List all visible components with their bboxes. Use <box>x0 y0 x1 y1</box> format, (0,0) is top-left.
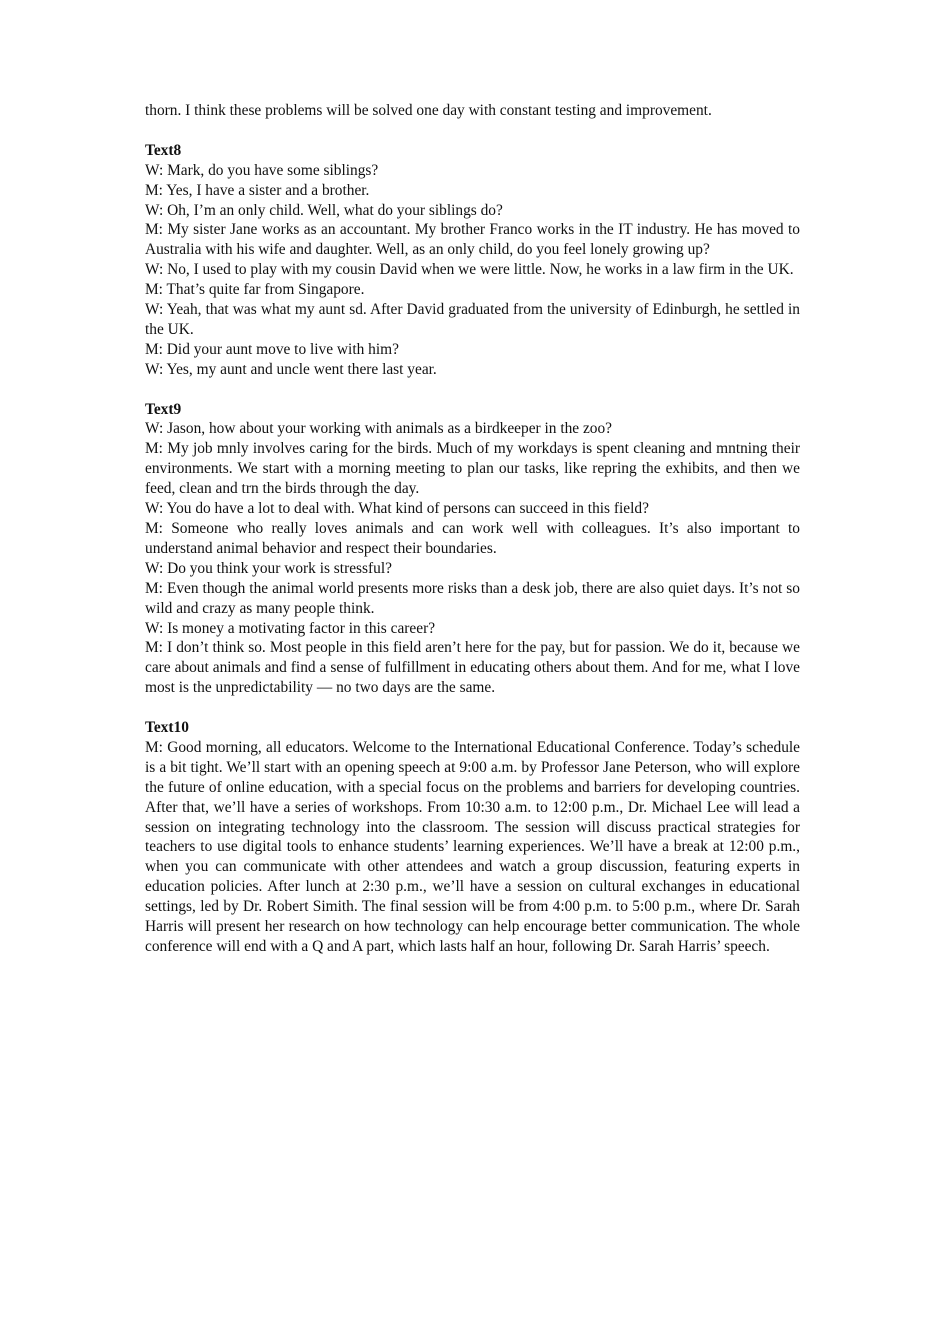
dialogue-line: M: I don’t think so. Most people in this field aren’t here for the pay, but for passion. We do it, because we care about animals and find a sense of fulfillment in educating others about them. And for me, what I love most is the unpredictability — no two days are the same. <box>145 639 800 697</box>
section-spacer <box>145 121 800 141</box>
dialogue-line: M: Someone who really loves animals and can work well with colleagues. It’s also important to understand animal behavior and respect their boundaries. <box>145 520 800 557</box>
document-page <box>145 101 800 957</box>
section-spacer <box>145 698 800 718</box>
dialogue-line: W: Is money a motivating factor in this career? <box>145 619 436 637</box>
text10-heading: Text10 <box>145 719 189 737</box>
dialogue-line: W: Mark, do you have some siblings? <box>145 161 379 179</box>
dialogue-line: M: Yes, I have a sister and a brother. <box>145 181 370 199</box>
dialogue-line: W: Do you think your work is stressful? <box>145 559 392 577</box>
dialogue-line: M: That’s quite far from Singapore. <box>145 281 365 299</box>
dialogue-line: W: You do have a lot to deal with. What kind of persons can succeed in this field? <box>145 500 649 518</box>
dialogue-line: W: No, I used to play with my cousin David when we were little. Now, he works in a law firm in the UK. <box>145 261 794 279</box>
dialogue-line: W: Oh, I’m an only child. Well, what do your siblings do? <box>145 201 503 219</box>
intro-paragraph: thorn. I think these problems will be solved one day with constant testing and improvement. <box>145 102 712 119</box>
text8-section <box>145 141 800 380</box>
text9-heading: Text9 <box>145 400 182 418</box>
section-spacer <box>145 380 800 400</box>
dialogue-line: M: Even though the animal world presents more risks than a desk job, there are also quiet days. It’s not so wild and crazy as many people think. <box>145 579 800 617</box>
text8-heading: Text8 <box>145 141 182 159</box>
monologue-paragraph: M: Good morning, all educators. Welcome to the International Educational Conference. Today’s schedule is a bit tight. We’ll start with an opening speech at 9:00 a.m. by Professor Jane Peterson, who will explore the future of online education, with a special focus on the problems and barriers for developing countries. After that, we’ll have a series of workshops. From 10:30 a.m. to 12:00 p.m., Dr. Michael Lee will lead a session on integrating technology into the classroom. The session will discuss practical strategies for teachers to use digital tools to enhance students’ learning experiences. We’ll have a break at 12:00 p.m., when you can communicate with other attendees and watch a group discussion, featuring experts in education policies. After lunch at 2:30 p.m., we’ll have a session on cultural exchanges in educational settings, led by Dr. Robert Simith. The final session will be from 4:00 p.m. to 5:00 p.m., where Dr. Sarah Harris will present her research on how technology can help encourage better communication. The whole conference will end with a Q and A part, which lasts half an hour, following Dr. Sarah Harris’ speech. <box>145 738 800 956</box>
dialogue-line: W: Yeah, that was what my aunt sd. After David graduated from the university of Edinburgh, he settled in the UK. <box>145 301 800 338</box>
dialogue-line: M: Did your aunt move to live with him? <box>145 340 399 358</box>
dialogue-line: M: My job mnly involves caring for the birds. Much of my workdays is spent cleaning and mntning their environments. We start with a morning meeting to plan our tasks, like repring the exhibits, and then we feed, clean and trn the birds through the day. <box>145 440 800 498</box>
dialogue-line: M: My sister Jane works as an accountant. My brother Franco works in the IT industry. He has moved to Australia with his wife and daughter. Well, as an only child, do you feel lonely growing up? <box>145 221 800 259</box>
dialogue-line: W: Yes, my aunt and uncle went there last year. <box>145 360 437 378</box>
dialogue-line: W: Jason, how about your working with animals as a birdkeeper in the zoo? <box>145 420 613 438</box>
text9-section <box>145 400 800 699</box>
text10-section <box>145 718 800 957</box>
